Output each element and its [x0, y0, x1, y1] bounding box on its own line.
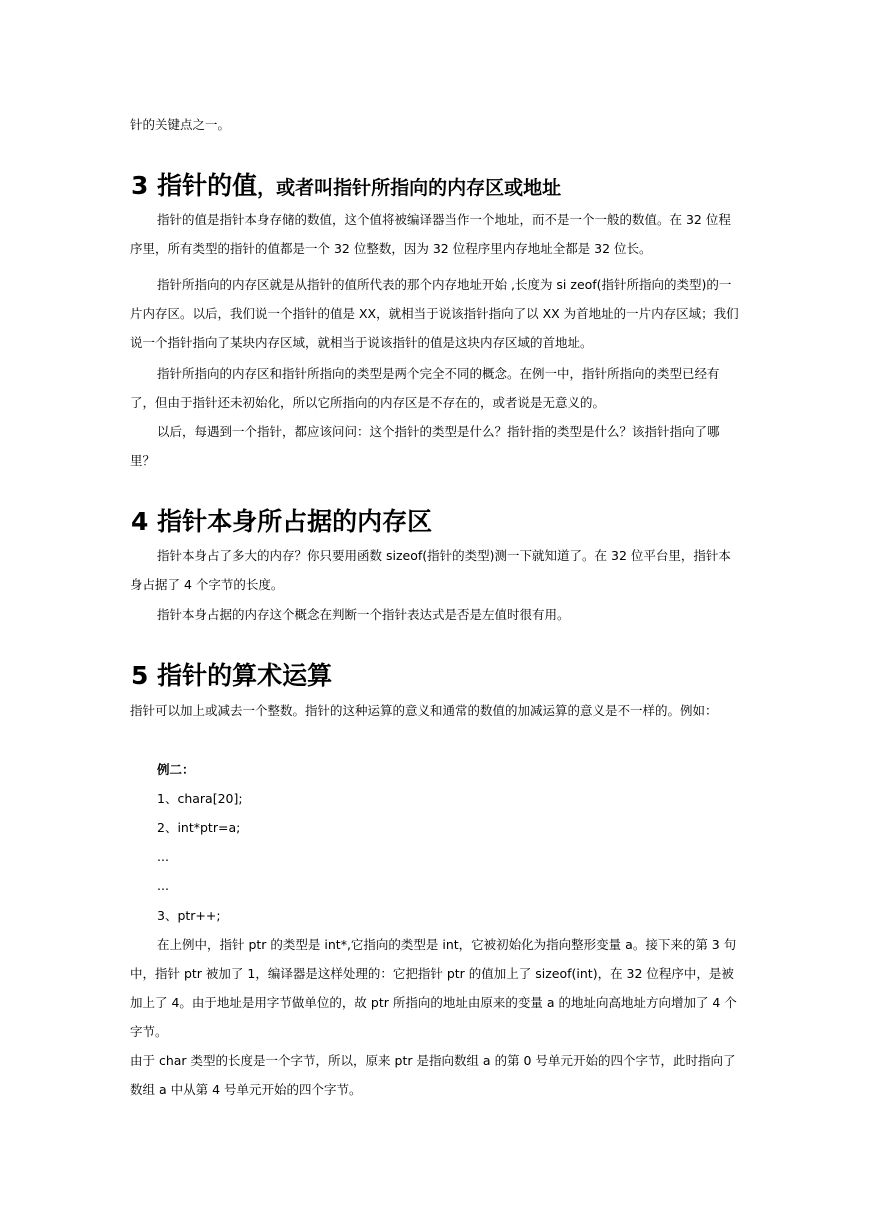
section-5-paragraph-2: 由于 char 类型的长度是一个字节，所以，原来 ptr 是指向数组 a 的第 0 号单元开始的四个字节，此时指向了数组 a 中从第 4 号单元开始的四个字节。 [130, 1053, 736, 1097]
section-3-heading [131, 170, 561, 204]
section-3-paragraph-1: 指针的值是指针本身存储的数值，这个值将被编译器当作一个地址，而不是一个一般的数值。在 32 位程序里，所有类型的指针的值都是一个 32 位整数，因为 32 位程序里内存地址全都是 32 位长。 [130, 212, 731, 256]
section-4-heading: 4 指针本身所占据的内存区 [131, 507, 433, 536]
section-4-paragraph-2: 指针本身占据的内存这个概念在判断一个指针表达式是否是左值时很有用。 [157, 607, 570, 622]
code-line: 1、chara[20]; [157, 791, 243, 806]
code-line: ... [157, 849, 169, 864]
code-line: ... [157, 878, 169, 893]
section-3-paragraph-2: 指针所指向的内存区就是从指针的值所代表的那个内存地址开始 ,长度为 si zeof(指针所指向的类型)的一片内存区。以后，我们说一个指针的值是 XX，就相当于说该指针指向了以 XX 为首地址的一片内存区域；我们说一个指针指向了某块内存区域，就相当于说该指针的值是这块内存区域的首地址。 [130, 277, 739, 350]
section-4-paragraph-1: 指针本身占了多大的内存？你只要用函数 sizeof(指针的类型)测一下就知道了。在 32 位平台里，指针本身占据了 4 个字节的长度。 [130, 548, 731, 592]
example-label: 例二： [157, 762, 195, 777]
section-5-paragraph-1: 在上例中，指针 ptr 的类型是 int*,它指向的类型是 int，它被初始化为指向整形变量 a。接下来的第 3 句中，指针 ptr 被加了 1，编译器是这样处理的：它把指针 ptr 的值加上了 sizeof(int)，在 32 位程序中，是被加上了 4。由于地址是用字节做单位的，故 ptr 所指向的地址由原来的变量 a 的地址向高地址方向增加了 4 个字节。 [130, 937, 737, 1039]
paragraph-fragment: 针的关键点之一。 [130, 117, 231, 132]
section-5-intro: 指针可以加上或减去一个整数。指针的这种运算的意义和通常的数值的加减运算的意义是不一样的。例如： [130, 703, 718, 718]
section-5-heading: 5 指针的算术运算 [131, 661, 333, 690]
section-3-paragraph-3: 指针所指向的内存区和指针所指向的类型是两个完全不同的概念。在例一中，指针所指向的类型已经有了，但由于指针还未初始化，所以它所指向的内存区是不存在的，或者说是无意义的。 [130, 366, 720, 410]
code-line: 2、int*ptr=a; [157, 820, 241, 835]
section-3-heading-main: 3 指针的值 [131, 171, 258, 200]
section-3-heading-sub: ，或者叫指针所指向的内存区或地址 [257, 177, 562, 199]
code-line: 3、ptr++; [157, 908, 221, 923]
section-3-paragraph-4: 以后，每遇到一个指针，都应该问问：这个指针的类型是什么？指针指的类型是什么？该指针指向了哪里？ [130, 424, 720, 468]
